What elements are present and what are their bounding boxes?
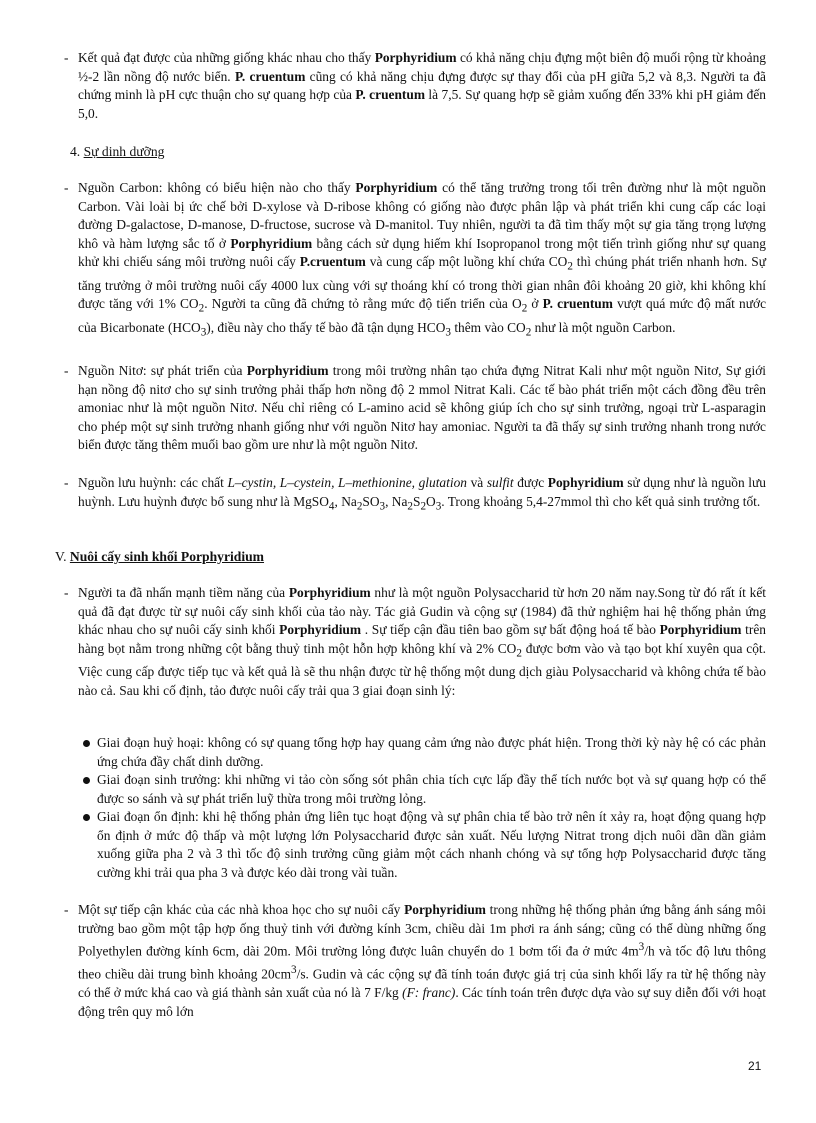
text: . Trong khoảng 5,4-27mmol thì cho kết quả sinh trưởng tốt. [441,493,761,509]
subscript: 4 [328,500,335,513]
bold-term: Porphyridium [374,50,457,65]
page-number: 21 [748,1059,762,1073]
bullet-item [97,771,766,808]
superscript: 3 [291,964,297,977]
text: . Sự tiếp cận đầu tiên bao gồm sự bất động hoá tế bào [361,622,660,638]
heading-number: V. [55,549,67,564]
bullet-text: Giai đoạn sinh trưởng: khi những vi tảo còn sống sót phân chia tích cực lấp đầy thể tích nước bọt và sự quang hợp có thể được so sánh và sự phát triển luỹ thừa trong môi trường lỏng. [97,772,766,806]
dash-marker: - [64,475,69,490]
text: S [412,493,421,509]
bold-term: P. cruentum [542,296,613,312]
text: ở [527,296,543,312]
text: trên hàng bọt nằm trong những cột bằng thuỷ tinh một hỗn hợp không khí và 2% CO [78,622,766,656]
bold-term: P.cruentum [299,254,366,270]
bullet-dot-icon [83,814,90,821]
text: như là một nguồn Carbon. [531,319,676,335]
text: được [513,475,548,490]
text: trong môi trường nhân tạo chứa đựng Nitrat Kali như một nguồn Nitơ, Sự giới hạn nồng độ nitơ cho sự sinh trưởng phải thấp hơn nồng độ 2 mmol Nitrat Kali. Các tế bào phát triển một cách đồng đều trên amoniac như là một nguồn Nitơ. Nếu chỉ riêng có L-amino acid sẽ không giúp ích cho sự sinh trưởng, ngoại trừ L-asparagin cho phép một sự sinh trưởng nhanh giống như với nguồn Nitơ hay amoniac. Người ta đã thấy sự sinh trưởng nhanh trong nước biển được tăng thêm muối bao gồm ure như là một nguồn Nitơ. [78,363,767,453]
text: Nguồn lưu huỳnh: các chất [78,475,228,490]
text: Người ta đã nhấn mạnh tiềm năng của [78,585,289,600]
text: O [426,493,436,509]
subscript: 2 [420,500,427,513]
bold-term: Porphyridium [230,235,313,251]
bold-term: Porphyridium [659,622,742,638]
subscript: 3 [200,326,207,339]
text: Kết quả đạt được của những giống khác nhau cho thấy [78,50,375,65]
bold-term: P. cruentum [355,87,425,103]
bold-term: Porphyridium [279,622,362,638]
subscript: 2 [525,326,532,339]
text: Một sự tiếp cận khác của các nhà khoa học cho sự nuôi cấy [78,902,405,917]
text: như là một nguồn Polysaccharid từ hơn 20 năm nay.Song từ đó rất ít kết quả đã đạt được từ sự nuôi cấy sinh khối của tảo này. Tác giả Gudin và cộng sự (1984) đã thử nghiệm hai hệ thống phản ứng khác nhau cho sự nuôi cấy sinh khối [78,585,766,638]
text: và cung cấp một luồng khí chứa CO [365,254,568,270]
heading-title: Sự dinh dưỡng [83,144,165,159]
subscript: 2 [407,500,413,513]
subscript: 2 [521,302,528,315]
dash-marker: - [64,902,69,917]
paragraph-polysaccharid-potential [64,584,767,700]
dash-marker: - [64,180,69,195]
text: vượt quá mức độ mất nước của Bicarbonate (HCO [78,296,767,335]
text: có thể tăng trưởng trong tối trên đường như là một nguồn Carbon. Vài loài bị ức chế bởi D-xylose và D-ribose không có giống nào được phân lập và phát triển khi cung cấp các loại đường D-galactose, D-manose, D-fructose, sucrose và D-manitol. Tuy nhiên, người ta đã tìm thấy một sự gia tăng trọng lượng khô và hàm lượng sắc tố ở [78,180,766,251]
text: ), điều này cho thấy tế bào đã tận dụng HCO [206,319,446,335]
paragraph-photobioreactor [64,901,767,1022]
text: /s. Gudin và các cộng sự đã tính toán được giá trị của sinh khối lấy ra từ hệ thống này có thể ở mức khá cao và giá thành sản xuất của nó là 7 F/kg [78,966,766,1001]
section-heading-biomass-culture [55,548,264,566]
bold-term: Porphyridium [355,180,438,195]
paragraph-carbon-source [64,179,767,342]
italic-term: sulfit [486,475,514,490]
text: SO [362,493,380,509]
heading-number: 4. [70,144,81,159]
text: thêm vào CO [450,319,526,335]
subscript: 2 [516,647,522,660]
text: có khả năng chịu đựng một biên độ muối rộng từ khoảng ½-2 lần nồng độ nước biển. [78,50,766,84]
text: , Na [334,493,357,509]
text: , Na [385,493,408,509]
text: . Các tính toán trên được dựa vào sự suy diễn đối với hoạt động trên quy mô lớn [78,985,767,1019]
section-heading-nutrition [70,143,164,161]
subscript: 3 [445,326,451,339]
text: là 7,5. Sự quang hợp sẽ giảm xuống đến 33% khi pH giảm đến 5,0. [78,87,766,121]
bullet-text: Giai đoạn huỷ hoại: không có sự quang tổng hợp hay quang cảm ứng nào được phát hiện. Trong thời kỳ này hệ có các phản ứng chứa đầy chất dinh dưỡng. [97,735,766,769]
text: thì chúng phát triển nhanh hơn. Sự tăng trưởng ở môi trường nuôi cấy 4000 lux cùng với sự thoáng khí có trong thời gian nhân đôi khoảng 20 giờ, khi không khí được tăng với 1% CO [78,254,766,312]
bold-term: Porphyridium [404,902,486,917]
subscript: 3 [435,500,442,513]
text: . Người ta cũng đã chứng tỏ rằng mức độ tiến triển của O [204,296,522,312]
bold-term: Porphyridium [246,363,329,378]
dash-marker: - [64,50,69,65]
bullet-text: Giai đoạn ổn định: khi hệ thống phản ứng liên tục hoạt động và sự phân chia tế bào trở nên ít xảy ra, hoạt động quang hợp ổn định ở mức độ thấp và một lượng lớn Polysaccharid được sản xuất. Nếu lượng Nitrat trong dịch nuôi dần dần giảm xuống giữa pha 2 và 3 thì tốc độ sinh trưởng cũng giảm một cách nhanh chóng và sự tổng hợp Polysaccharid được tăng cường khi trải qua pha 3 và được kéo dài trong vài tuần. [97,809,766,880]
dash-marker: - [64,363,69,378]
text: bằng cách sử dụng hiếm khí Isopropanol trong một tiến trình giống như sự quang khử khi chiếu sáng môi trường nuôi cấy [78,235,766,270]
dash-marker: - [64,585,69,600]
bullet-dot-icon [83,777,90,784]
text: Nguồn Nitơ: sự phát triển của [78,363,247,378]
bullet-item [97,808,766,882]
bullet-dot-icon [83,740,90,747]
text: và [466,475,487,490]
paragraph-nitrogen-source [64,362,767,455]
bold-term: P. cruentum [234,68,306,84]
subscript: 2 [567,261,573,274]
text: được bơm vào và tạo bọt khí xuyên qua cột. Việc cung cấp được tiếp tục và kết quả là sẽ thu nhận được từ hệ thống một dung dịch giàu Polysaccharid và không chứa tế bào nào cả. Sau khi cố định, tảo được nuôi cấy trải qua 3 giai đoạn sinh lý: [78,640,767,698]
subscript: 2 [198,302,205,315]
text: cũng có khả năng chịu đựng được sự thay đổi của pH giữa 5,2 và 8,3. Người ta đã chứng minh là pH cực thuận cho sự quang hợp của [78,68,766,103]
paragraph-sulfur-source [64,474,766,516]
bullet-item [97,734,766,771]
subscript: 3 [379,500,386,513]
bold-term: Pophyridium [547,475,624,490]
italic-term: (F: franc) [402,985,456,1001]
text: Nguồn Carbon: không có biểu hiện nào cho thấy [78,180,356,195]
heading-title: Nuôi cấy sinh khối Porphyridium [69,549,265,564]
text: /h và tốc độ lưu thông theo chiều dài trung bình khoảng 20cm [78,943,767,982]
subscript: 2 [356,500,363,513]
text: trong những hệ thống phản ứng bằng ánh sáng môi trường bao gồm một tập hợp ống thuỷ tinh với đường kính 3cm, chiều dài 1m phơi ra ánh sáng; cũng có thể dùng những ống Polyethylen đường kính 6cm, dài 20m. Môi trường lỏng được luân chuyển do 1 bơm tối đa ở mức 4m [78,902,766,959]
bold-term: Porphyridium [288,585,371,600]
text: sử dụng như là nguồn lưu huỳnh. Lưu huỳnh được bổ sung như là MgSO [78,475,766,509]
italic-term: L–cystin, L–cystein, L–methionine, glutation [227,475,467,490]
paragraph-salinity-ph [64,49,766,123]
superscript: 3 [638,941,645,954]
